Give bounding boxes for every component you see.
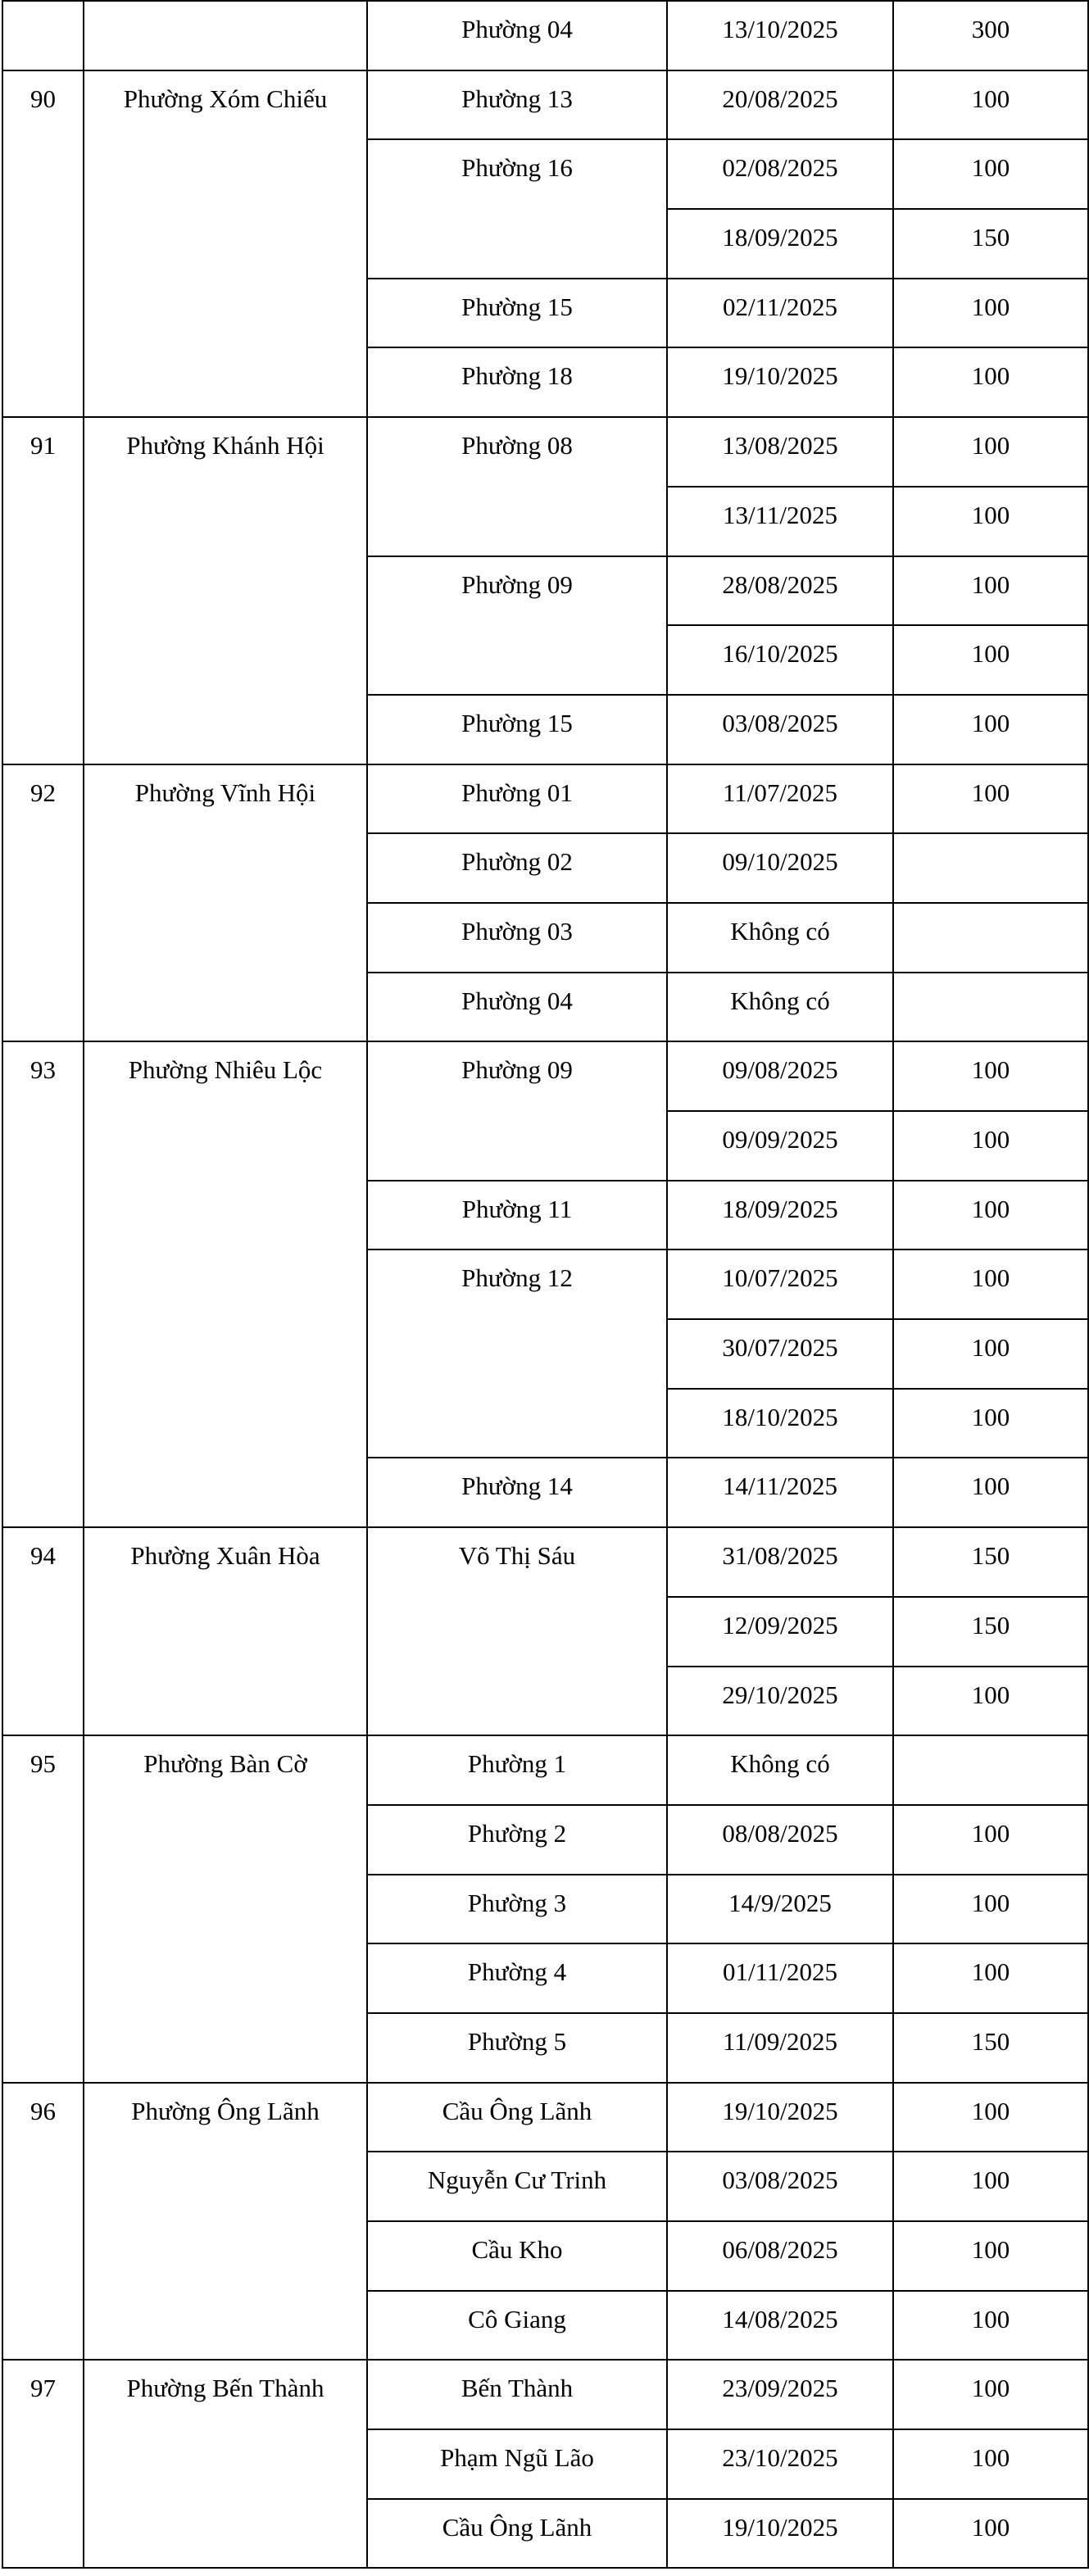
new-ward-name-cell: Phường Ông Lãnh: [84, 2083, 367, 2361]
date-cell: 19/10/2025: [667, 2499, 893, 2569]
row-number-cell: 90: [2, 70, 84, 417]
amount-cell: 100: [893, 1458, 1088, 1527]
amount-cell: 100: [893, 1875, 1088, 1944]
date-cell: 31/08/2025: [667, 1527, 893, 1597]
amount-cell: 100: [893, 2083, 1088, 2152]
date-cell: 09/09/2025: [667, 1111, 893, 1181]
amount-cell: 100: [893, 1041, 1088, 1111]
date-cell: 29/10/2025: [667, 1667, 893, 1736]
date-cell: 18/09/2025: [667, 1181, 893, 1250]
date-cell: Không có: [667, 903, 893, 973]
amount-cell: 100: [893, 1111, 1088, 1181]
date-cell: 03/08/2025: [667, 2152, 893, 2221]
amount-cell: 100: [893, 556, 1088, 626]
old-ward-name-cell: Phường 4: [367, 1943, 667, 2013]
amount-cell: 100: [893, 2360, 1088, 2429]
old-ward-name-cell: Phường 09: [367, 1041, 667, 1180]
table-row: [2, 1527, 1088, 1597]
date-cell: 14/9/2025: [667, 1875, 893, 1944]
date-cell: 03/08/2025: [667, 695, 893, 764]
old-ward-name-cell: Phường 12: [367, 1249, 667, 1458]
new-ward-name-cell: Phường Nhiêu Lộc: [84, 1041, 367, 1527]
table-row: [2, 2360, 1088, 2429]
amount-cell: 100: [893, 1249, 1088, 1319]
row-number-cell: 92: [2, 764, 84, 1042]
old-ward-name-cell: Phường 08: [367, 417, 667, 556]
old-ward-name-cell: Phường 2: [367, 1805, 667, 1875]
amount-cell: 100: [893, 1181, 1088, 1250]
old-ward-name-cell: Phường 5: [367, 2013, 667, 2083]
table-row: [2, 1735, 1088, 1805]
amount-cell: 100: [893, 347, 1088, 417]
old-ward-name-cell: Phường 02: [367, 833, 667, 903]
new-ward-name-cell: Phường Vĩnh Hội: [84, 764, 367, 1042]
date-cell: 23/10/2025: [667, 2429, 893, 2499]
amount-cell: 100: [893, 2499, 1088, 2569]
old-ward-name-cell: Phường 1: [367, 1735, 667, 1805]
date-cell: 09/08/2025: [667, 1041, 893, 1111]
date-cell: 18/09/2025: [667, 209, 893, 279]
old-ward-name-cell: Phường 11: [367, 1181, 667, 1250]
old-ward-name-cell: Bến Thành: [367, 2360, 667, 2429]
date-cell: 19/10/2025: [667, 347, 893, 417]
amount-cell: 100: [893, 2152, 1088, 2221]
date-cell: 23/09/2025: [667, 2360, 893, 2429]
amount-cell: [893, 903, 1088, 973]
amount-cell: 100: [893, 2221, 1088, 2291]
table-row: [2, 2083, 1088, 2152]
amount-cell: 100: [893, 1805, 1088, 1875]
amount-cell: [893, 1735, 1088, 1805]
amount-cell: 300: [893, 1, 1088, 70]
old-ward-name-cell: Phường 01: [367, 764, 667, 834]
date-cell: Không có: [667, 973, 893, 1042]
date-cell: 18/10/2025: [667, 1389, 893, 1458]
date-cell: 14/11/2025: [667, 1458, 893, 1527]
amount-cell: 100: [893, 139, 1088, 209]
row-number-cell: [2, 1, 84, 70]
date-cell: 30/07/2025: [667, 1319, 893, 1389]
amount-cell: 150: [893, 209, 1088, 279]
date-cell: 16/10/2025: [667, 625, 893, 695]
old-ward-name-cell: Phường 3: [367, 1875, 667, 1944]
amount-cell: 100: [893, 2291, 1088, 2361]
date-cell: 01/11/2025: [667, 1943, 893, 2013]
date-cell: 02/11/2025: [667, 279, 893, 348]
old-ward-name-cell: Cầu Ông Lãnh: [367, 2499, 667, 2569]
date-cell: 08/08/2025: [667, 1805, 893, 1875]
amount-cell: 100: [893, 764, 1088, 834]
table-row: [2, 1, 1088, 70]
old-ward-name-cell: Phường 09: [367, 556, 667, 695]
amount-cell: 100: [893, 417, 1088, 487]
ward-schedule-table: [2, 0, 1089, 2569]
row-number-cell: 94: [2, 1527, 84, 1735]
date-cell: 11/07/2025: [667, 764, 893, 834]
row-number-cell: 95: [2, 1735, 84, 2082]
new-ward-name-cell: Phường Bến Thành: [84, 2360, 367, 2568]
old-ward-name-cell: Nguyễn Cư Trinh: [367, 2152, 667, 2221]
old-ward-name-cell: Cầu Kho: [367, 2221, 667, 2291]
old-ward-name-cell: Phường 03: [367, 903, 667, 973]
table-row: [2, 1041, 1088, 1111]
date-cell: 19/10/2025: [667, 2083, 893, 2152]
amount-cell: 150: [893, 1527, 1088, 1597]
date-cell: 10/07/2025: [667, 1249, 893, 1319]
new-ward-name-cell: Phường Xuân Hòa: [84, 1527, 367, 1735]
old-ward-name-cell: Phường 15: [367, 695, 667, 764]
amount-cell: 100: [893, 695, 1088, 764]
old-ward-name-cell: Phường 14: [367, 1458, 667, 1527]
amount-cell: 150: [893, 2013, 1088, 2083]
date-cell: Không có: [667, 1735, 893, 1805]
date-cell: 13/11/2025: [667, 487, 893, 556]
row-number-cell: 91: [2, 417, 84, 764]
date-cell: 06/08/2025: [667, 2221, 893, 2291]
old-ward-name-cell: Phường 04: [367, 973, 667, 1042]
table-row: [2, 70, 1088, 140]
date-cell: 13/10/2025: [667, 1, 893, 70]
old-ward-name-cell: Cầu Ông Lãnh: [367, 2083, 667, 2152]
amount-cell: 100: [893, 70, 1088, 140]
row-number-cell: 93: [2, 1041, 84, 1527]
new-ward-name-cell: [84, 1, 367, 70]
old-ward-name-cell: Phạm Ngũ Lão: [367, 2429, 667, 2499]
old-ward-name-cell: Võ Thị Sáu: [367, 1527, 667, 1735]
row-number-cell: 97: [2, 2360, 84, 2568]
amount-cell: 100: [893, 1389, 1088, 1458]
date-cell: 20/08/2025: [667, 70, 893, 140]
table-row: [2, 764, 1088, 834]
new-ward-name-cell: Phường Xóm Chiếu: [84, 70, 367, 417]
date-cell: 11/09/2025: [667, 2013, 893, 2083]
date-cell: 09/10/2025: [667, 833, 893, 903]
new-ward-name-cell: Phường Bàn Cờ: [84, 1735, 367, 2082]
old-ward-name-cell: Phường 15: [367, 279, 667, 348]
amount-cell: [893, 973, 1088, 1042]
date-cell: 02/08/2025: [667, 139, 893, 209]
amount-cell: 100: [893, 1943, 1088, 2013]
amount-cell: 100: [893, 2429, 1088, 2499]
old-ward-name-cell: Phường 18: [367, 347, 667, 417]
row-number-cell: 96: [2, 2083, 84, 2361]
table-row: [2, 417, 1088, 487]
amount-cell: 100: [893, 487, 1088, 556]
new-ward-name-cell: Phường Khánh Hội: [84, 417, 367, 764]
amount-cell: 100: [893, 1667, 1088, 1736]
amount-cell: 100: [893, 625, 1088, 695]
old-ward-name-cell: Cô Giang: [367, 2291, 667, 2361]
amount-cell: 100: [893, 1319, 1088, 1389]
amount-cell: 150: [893, 1597, 1088, 1667]
old-ward-name-cell: Phường 04: [367, 1, 667, 70]
date-cell: 28/08/2025: [667, 556, 893, 626]
old-ward-name-cell: Phường 13: [367, 70, 667, 140]
table-body: [2, 1, 1088, 2568]
amount-cell: 100: [893, 279, 1088, 348]
amount-cell: [893, 833, 1088, 903]
date-cell: 14/08/2025: [667, 2291, 893, 2361]
date-cell: 13/08/2025: [667, 417, 893, 487]
date-cell: 12/09/2025: [667, 1597, 893, 1667]
old-ward-name-cell: Phường 16: [367, 139, 667, 278]
